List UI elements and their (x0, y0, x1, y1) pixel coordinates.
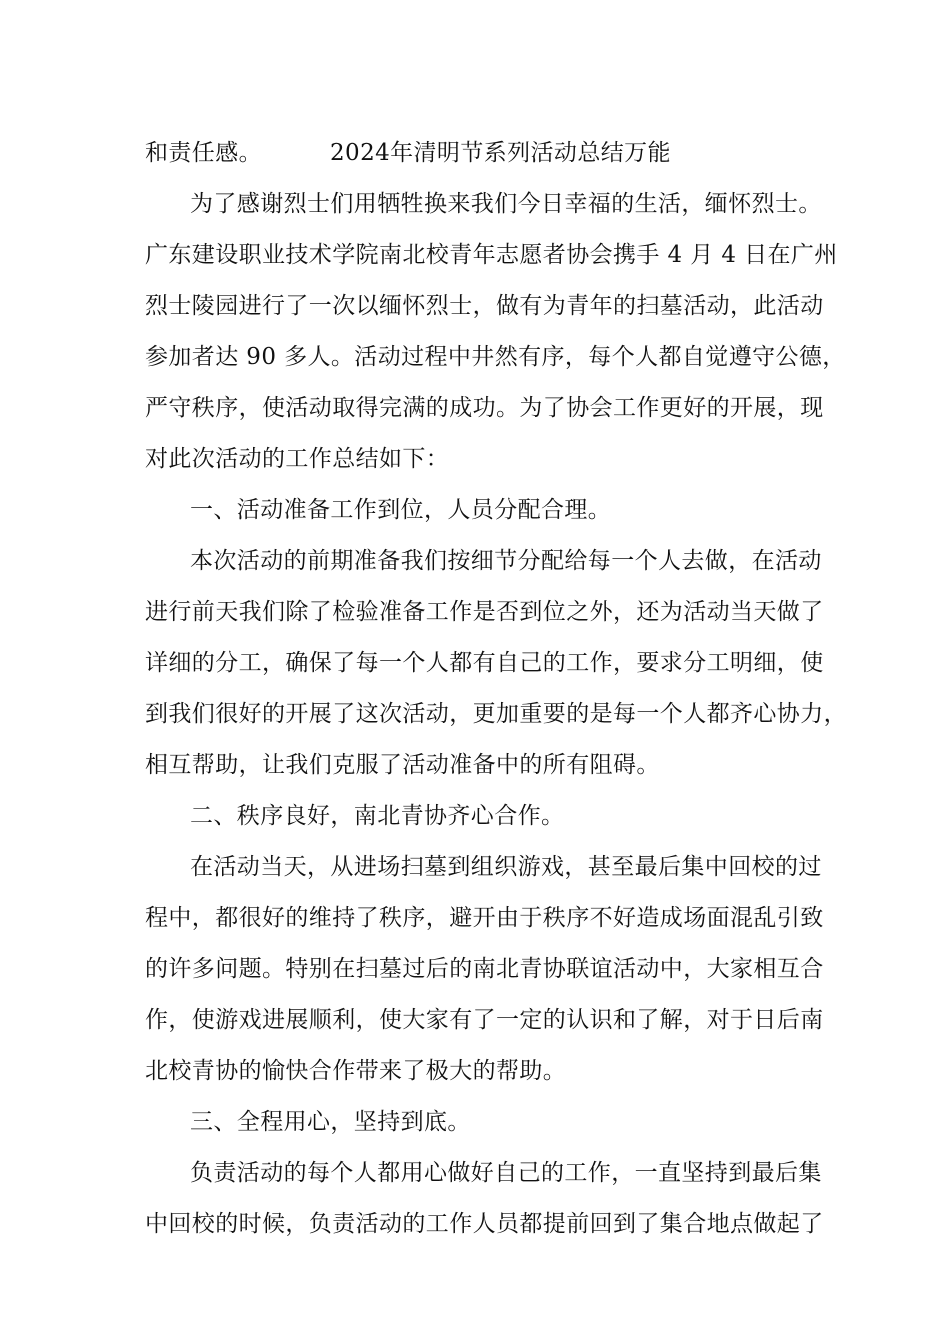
text-line-1 (145, 138, 671, 168)
text-line-9: 本次活动的前期准备我们按细节分配给每一个人去做，在活动 (190, 548, 822, 574)
text-line-21: 负责活动的每个人都用心做好自己的工作，一直坚持到最后集 (190, 1160, 822, 1186)
text-line-6: 严守秩序，使活动取得完满的成功。为了协会工作更好的开展，现 (145, 395, 824, 421)
text-line-3: 广东建设职业技术学院南北校青年志愿者协会携手 4 月 4 日在广州 (145, 242, 838, 268)
section-heading-2: 二、秩序良好，南北青协齐心合作。 (190, 803, 565, 829)
section-heading-1: 一、活动准备工作到位，人员分配合理。 (190, 497, 612, 523)
text-line-12: 到我们很好的开展了这次活动，更加重要的是每一个人都齐心协力， (145, 701, 847, 727)
text-line-5: 参加者达 90 多人。活动过程中井然有序，每个人都自觉遵守公德， (145, 344, 846, 370)
text-line-16: 程中，都很好的维持了秩序，避开由于秩序不好造成场面混乱引致 (145, 905, 824, 931)
text-line-10: 进行前天我们除了检验准备工作是否到位之外，还为活动当天做了 (145, 599, 824, 625)
text-line-22: 中回校的时候，负责活动的工作人员都提前回到了集合地点做起了 (145, 1211, 824, 1237)
text-line-13: 相互帮助，让我们克服了活动准备中的所有阻碍。 (145, 752, 660, 778)
document-title: 2024年清明节系列活动总结万能 (330, 140, 671, 166)
text-line-7: 对此次活动的工作总结如下： (145, 446, 450, 472)
text-line-18: 作，使游戏进展顺利，使大家有了一定的认识和了解，对于日后南 (145, 1007, 824, 1033)
text-line-15: 在活动当天，从进场扫墓到组织游戏，甚至最后集中回校的过 (190, 854, 822, 880)
text-line-11: 详细的分工，确保了每一个人都有自己的工作，要求分工明细，使 (145, 650, 824, 676)
section-heading-3: 三、全程用心，坚持到底。 (190, 1109, 471, 1135)
text-line-17: 的许多问题。特别在扫墓过后的南北青协联谊活动中，大家相互合 (145, 956, 824, 982)
text-line-4: 烈士陵园进行了一次以缅怀烈士，做有为青年的扫墓活动，此活动 (145, 293, 824, 319)
text-line-19: 北校青协的愉快合作带来了极大的帮助。 (145, 1058, 567, 1084)
fragment-end: 和责任感。 (145, 140, 262, 166)
text-line-2: 为了感谢烈士们用牺牲换来我们今日幸福的生活，缅怀烈士。 (190, 191, 822, 217)
